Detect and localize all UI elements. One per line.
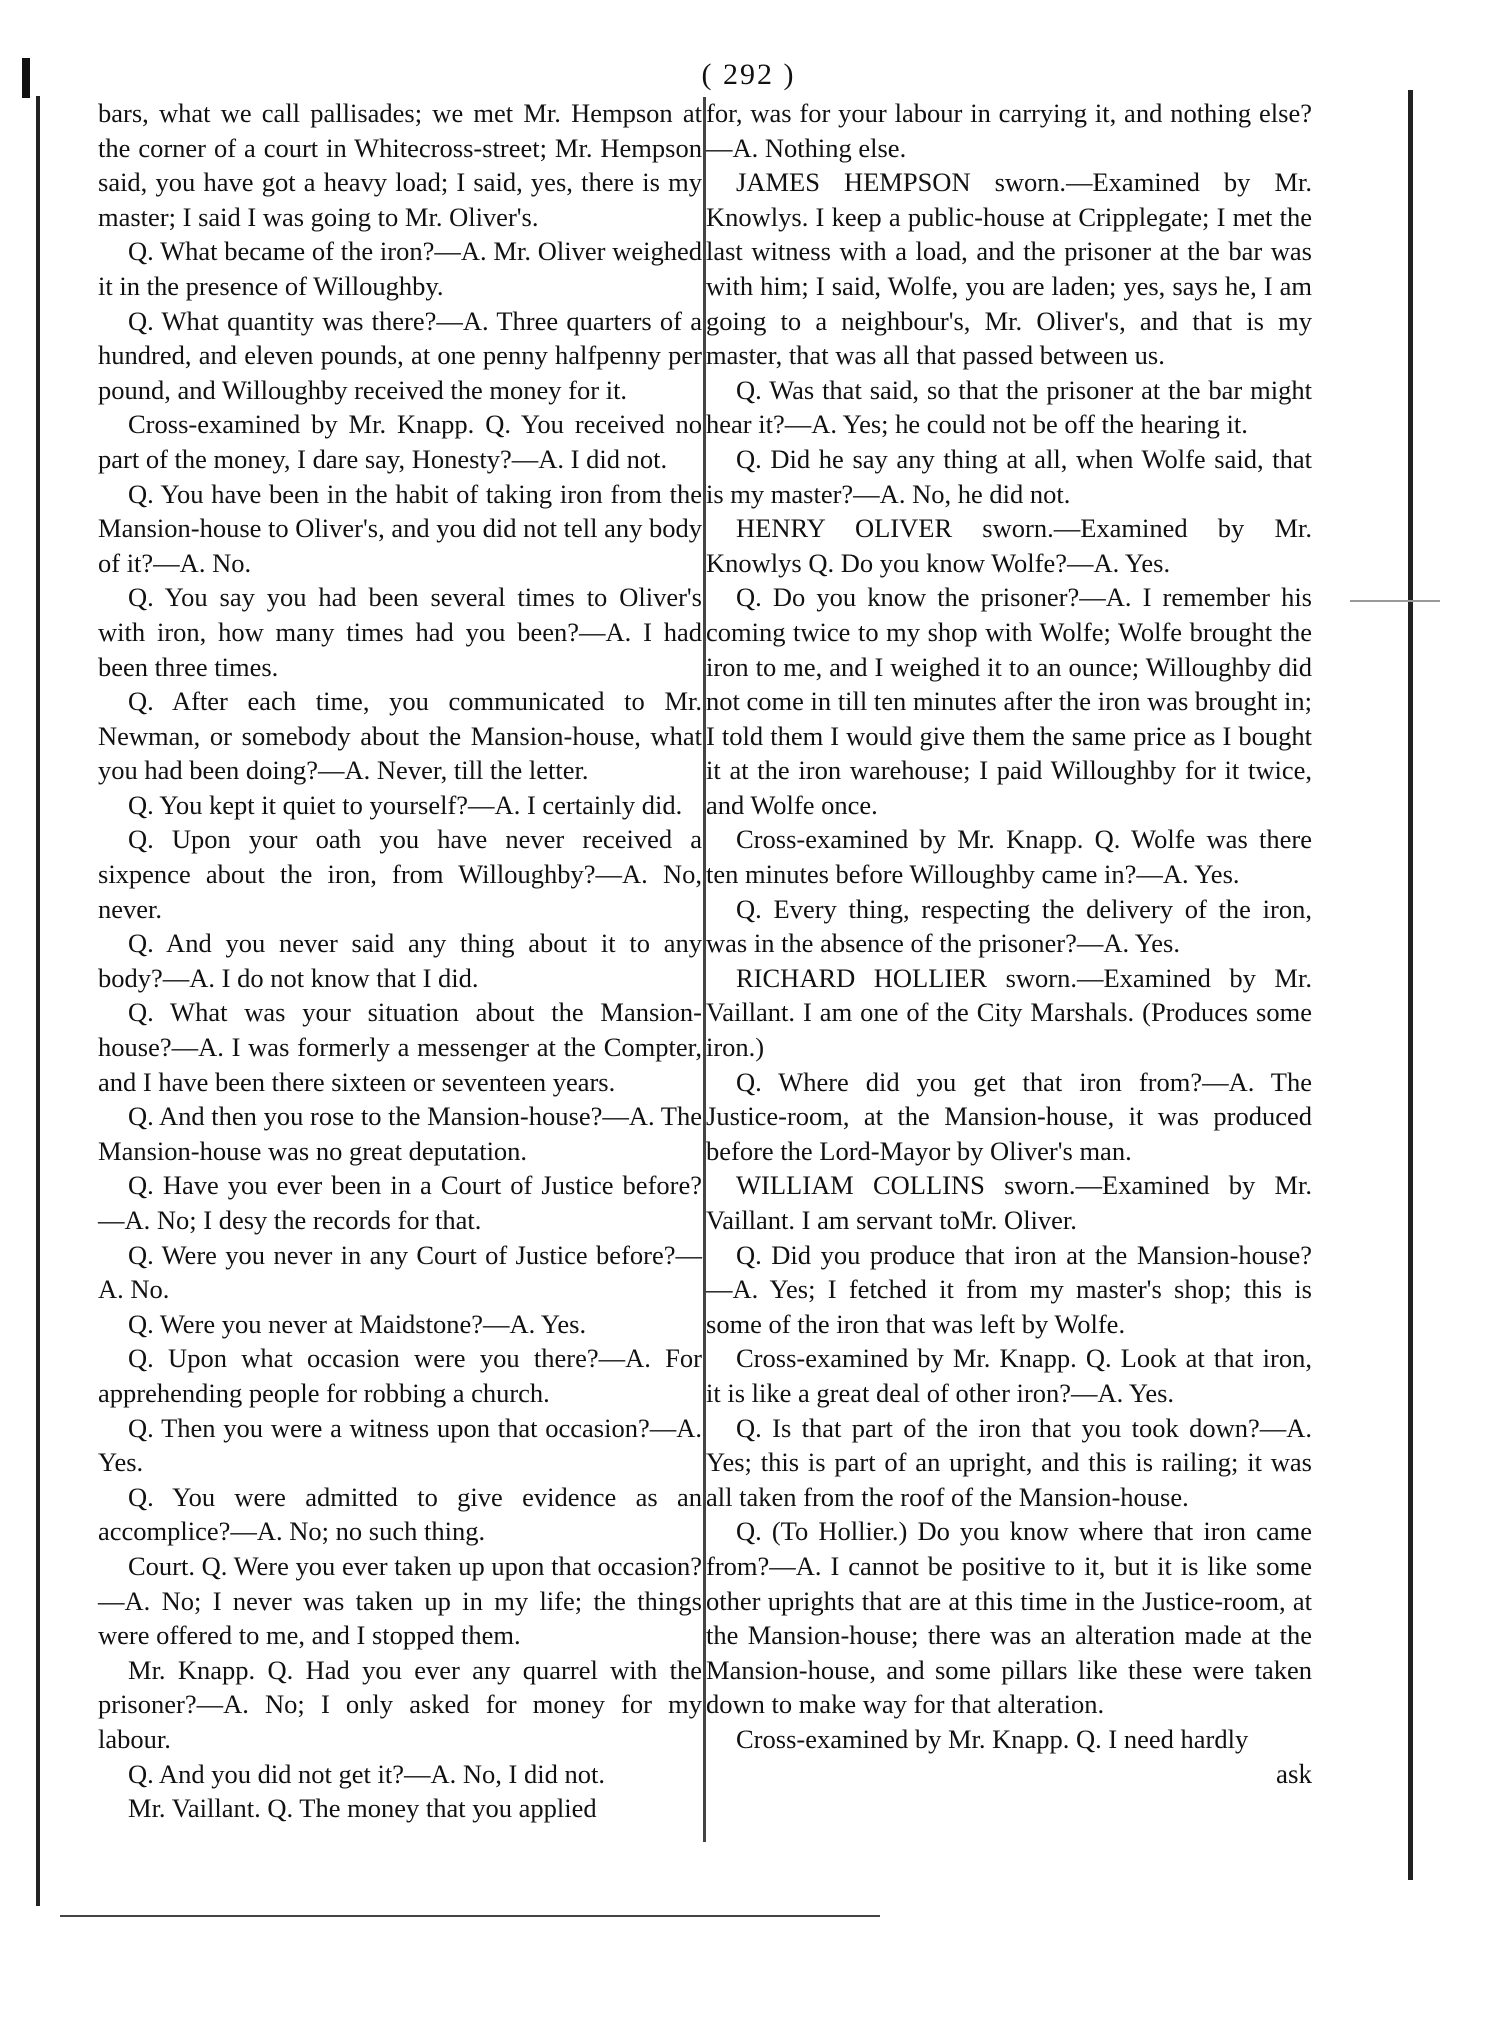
paragraph: for, was for your labour in carrying it, and nothing else?—A. Nothing else.: [706, 98, 1312, 163]
paragraph: bars, what we call pallisades; we met Mr. Hempson at the corner of a court in Whitecross-street; Mr. Hempson said, you have got a heavy load; I said, yes, there is my master; I said I was going to Mr. Oliver's.: [98, 98, 702, 232]
paragraph: Q. (To Hollier.) Do you know where that iron came from?—A. I cannot be positive to it, but it is like some other uprights that are at this time in the Justice-room, at the Mansion-house; there was an alteration made at the Mansion-house, and some pillars like these were taken down to make way for that alteration.: [706, 1516, 1312, 1720]
paragraph: Q. Were you never in any Court of Justice before?—A. No.: [98, 1239, 702, 1305]
right-column: [706, 96, 1312, 1791]
paragraph: Q. Upon your oath you have never received a sixpence about the iron, from Willoughby?—A. No, never.: [98, 824, 702, 924]
left-column: [98, 96, 702, 1826]
paragraph: Q. Do you know the prisoner?—A. I remember his coming twice to my shop with Wolfe; Wolfe brought the iron to me, and I weighed it to an ounce; Willoughby did not come in till ten minutes after the iron was brought in; I told them I would give them the same price as I bought it at the iron warehouse; I paid Willoughby for it twice, and Wolfe once.: [706, 582, 1312, 820]
paragraph: Q. Did he say any thing at all, when Wolfe said, that is my master?—A. No, he did not.: [706, 443, 1312, 509]
paragraph: Q. Did you produce that iron at the Mansion-house?—A. Yes; I fetched it from my master's shop; this is some of the iron that was left by Wolfe.: [706, 1239, 1312, 1339]
paragraph: RICHARD HOLLIER sworn.—Examined by Mr. Vaillant. I am one of the City Marshals. (Produces some iron.): [706, 962, 1312, 1063]
paragraph: Cross-examined by Mr. Knapp. Q. Look at that iron, it is like a great deal of other iron?—A. Yes.: [706, 1343, 1312, 1408]
paragraph: Q. After each time, you communicated to Mr. Newman, or somebody about the Mansion-house, what you had been doing?—A. Never, till the letter.: [98, 686, 702, 786]
paragraph: Cross-examined by Mr. Knapp. Q. You received no part of the money, I dare say, Honesty?—A. I did not.: [98, 409, 702, 474]
paragraph: Q. Have you ever been in a Court of Justice before?—A. No; I desy the records for that.: [98, 1170, 702, 1235]
paragraph: Q. And then you rose to the Mansion-house?—A. The Mansion-house was no great deputation.: [98, 1101, 702, 1166]
paragraph: Q. Upon what occasion were you there?—A. For apprehending people for robbing a church.: [98, 1343, 702, 1408]
paragraph: Q. You were admitted to give evidence as an accomplice?—A. No; no such thing.: [98, 1481, 702, 1547]
paragraph: Q. What was your situation about the Mansion-house?—A. I was formerly a messenger at the Compter, and I have been there sixteen or seventeen years.: [98, 997, 702, 1097]
paragraph: Q. Then you were a witness upon that occasion?—A. Yes.: [98, 1412, 702, 1478]
paragraph: HENRY OLIVER sworn.—Examined by Mr. Knowlys Q. Do you know Wolfe?—A. Yes.: [706, 513, 1312, 578]
edge-dash: [1350, 600, 1440, 602]
paragraph: Q. You have been in the habit of taking iron from the Mansion-house to Oliver's, and you did not tell any body of it?—A. No.: [98, 478, 702, 578]
paragraph: Cross-examined by Mr. Knapp. Q. I need hardly: [736, 1723, 1249, 1754]
catchword: ask: [1276, 1758, 1312, 1789]
paragraph: Court. Q. Were you ever taken up upon that occasion?—A. No; I never was taken up in my life; the things were offered to me, and I stopped them.: [98, 1550, 702, 1651]
paragraph: Q. What became of the iron?—A. Mr. Oliver weighed it in the presence of Willoughby.: [98, 236, 702, 301]
paragraph: Mr. Knapp. Q. Had you ever any quarrel with the prisoner?—A. No; I only asked for money for my labour.: [98, 1654, 702, 1754]
bottom-rule: [60, 1915, 880, 1917]
paragraph: Q. Where did you get that iron from?—A. The Justice-room, at the Mansion-house, it was produced before the Lord-Mayor by Oliver's man.: [706, 1066, 1312, 1166]
paragraph: Q. What quantity was there?—A. Three quarters of a hundred, and eleven pounds, at one penny halfpenny per pound, and Willoughby received the money for it.: [98, 305, 702, 405]
paragraph: Q. Every thing, respecting the delivery of the iron, was in the absence of the prisoner?—A. Yes.: [706, 893, 1312, 959]
paragraph: JAMES HEMPSON sworn.—Examined by Mr. Knowlys. I keep a public-house at Cripplegate; I met the last witness with a load, and the prisoner at the bar was with him; I said, Wolfe, you are laden; yes, says he, I am going to a neighbour's, Mr. Oliver's, and that is my master, that was all that passed between us.: [706, 167, 1312, 371]
right-page-edge: [1408, 90, 1413, 1880]
paragraph: Q. Were you never at Maidstone?—A. Yes.: [128, 1308, 587, 1339]
paragraph: WILLIAM COLLINS sworn.—Examined by Mr. Vaillant. I am servant toMr. Oliver.: [706, 1170, 1312, 1235]
paragraph: Mr. Vaillant. Q. The money that you applied: [128, 1793, 597, 1824]
left-page-edge: [36, 96, 40, 1906]
paragraph: Cross-examined by Mr. Knapp. Q. Wolfe was there ten minutes before Willoughby came in?—A. Yes.: [706, 824, 1312, 890]
paragraph: Q. Is that part of the iron that you took down?—A. Yes; this is part of an upright, and this is railing; it was all taken from the roof of the Mansion-house.: [706, 1412, 1312, 1512]
paragraph: Q. And you did not get it?—A. No, I did not.: [128, 1758, 605, 1789]
paragraph: Q. Was that said, so that the prisoner at the bar might hear it?—A. Yes; he could not be off the hearing it.: [706, 374, 1312, 440]
paragraph: Q. And you never said any thing about it to any body?—A. I do not know that I did.: [98, 928, 702, 993]
paragraph: Q. You say you had been several times to Oliver's with iron, how many times had you been?—A. I had been three times.: [98, 582, 702, 682]
page-number: ( 292 ): [701, 58, 796, 91]
paragraph: Q. You kept it quiet to yourself?—A. I certainly did.: [128, 789, 683, 820]
